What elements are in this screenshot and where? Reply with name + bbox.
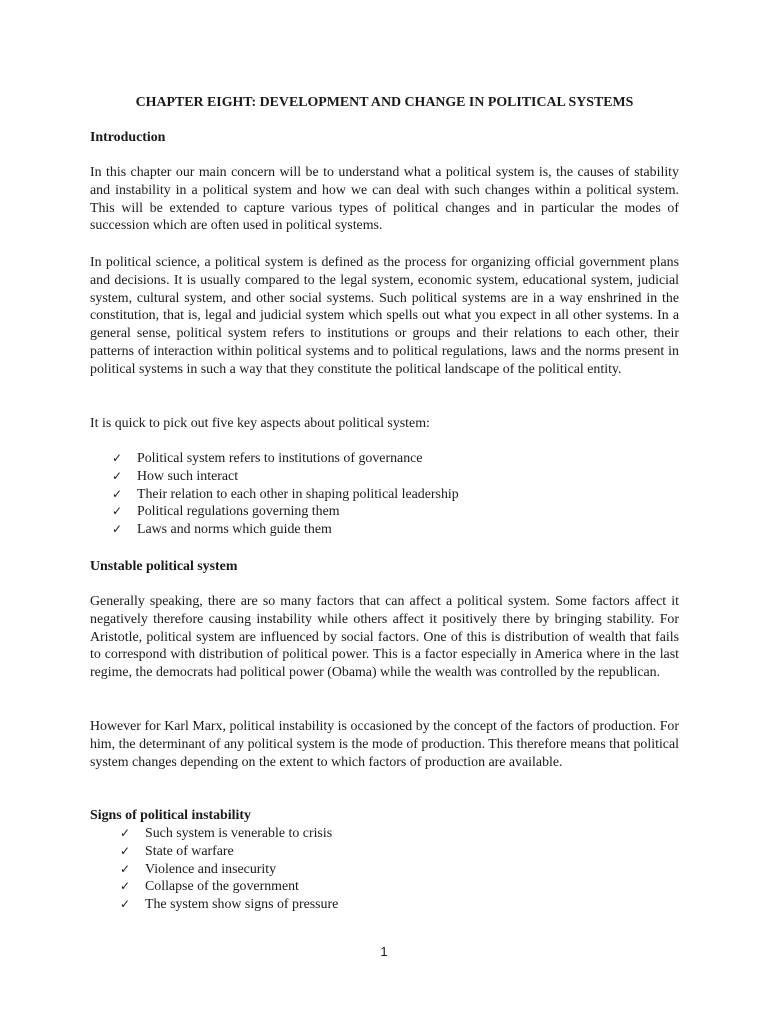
checkmark-icon: ✓ [111,486,123,501]
list-item: ✓ Violence and insecurity [119,861,277,877]
unstable-paragraph-2: However for Karl Marx, political instability is occasioned by the concept of the factors of production. For him, the determinant of any political system is the mode of production. This therefore means that political system changes depending on the extent to which factors of production are available. [90,719,679,770]
intro-paragraph-2: In political science, a political system is defined as the process for organizing official government plans and decisions. It is usually compared to the legal system, economic system, educational system, judicial system, cultural system, and other social systems. Such political systems are in a way enshrined in the constitution, that is, legal and judicial system which spells out what you expect in all other systems. In a general sense, political system refers to institutions or groups and their relations to each other, their patterns of interaction within political systems and to political regulations, laws and the norms present in political systems in such a way that they constitute the political landscape of the political entity. [90,255,679,377]
signs-list [118,825,679,914]
intro-paragraph-1: In this chapter our main concern will be to understand what a political system is, the causes of stability and instability in a political system and how we can deal with such changes within a political system. This will be extended to capture various types of political changes and in particular the modes of succession which are often used in political systems. [90,165,679,234]
checkmark-icon: ✓ [119,861,131,876]
checkmark-icon: ✓ [111,468,123,483]
list-item: ✓ Political system refers to institutions of governance [111,451,423,466]
unstable-system-heading: Unstable political system [90,559,238,574]
checkmark-icon: ✓ [119,826,131,840]
list-item: ✓ State of warfare [119,843,234,859]
checkmark-icon: ✓ [111,522,123,537]
list-item: ✓ Laws and norms which guide them [111,522,332,538]
list-item: ✓ Such system is venerable to crisis [119,826,333,841]
checkmark-icon: ✓ [111,451,123,465]
document-page [90,0,679,1024]
list-item: ✓ How such interact [111,468,239,484]
checkmark-icon: ✓ [119,897,131,912]
chapter-title: CHAPTER EIGHT: DEVELOPMENT AND CHANGE IN POLITICAL SYSTEMS [135,95,634,110]
introduction-heading: Introduction [90,130,166,145]
checkmark-icon: ✓ [111,504,123,519]
list-item: ✓ Political regulations governing them [111,504,340,520]
intro-paragraph-3: It is quick to pick out five key aspects about political system: [90,416,430,431]
list-item: ✓ Collapse of the government [119,879,299,895]
list-item: ✓ Their relation to each other in shaping political leadership [111,486,459,502]
list-item: ✓ The system show signs of pressure [119,897,339,913]
page-number: 1 [380,944,388,959]
unstable-paragraph-1: Generally speaking, there are so many factors that can affect a political system. Some factors affect it negatively therefore causing instability while others affect it positively there by bringing stability. For Aristotle, political system are influenced by social factors. One of this is distribution of wealth that fails to correspond with distribution of political power. This is a factor especially in America where in the last regime, the democrats had political power (Obama) while the wealth was controlled by the republican. [90,594,679,681]
signs-heading: Signs of political instability [90,808,251,823]
checkmark-icon: ✓ [119,843,131,858]
aspects-list [110,450,679,539]
checkmark-icon: ✓ [119,879,131,894]
